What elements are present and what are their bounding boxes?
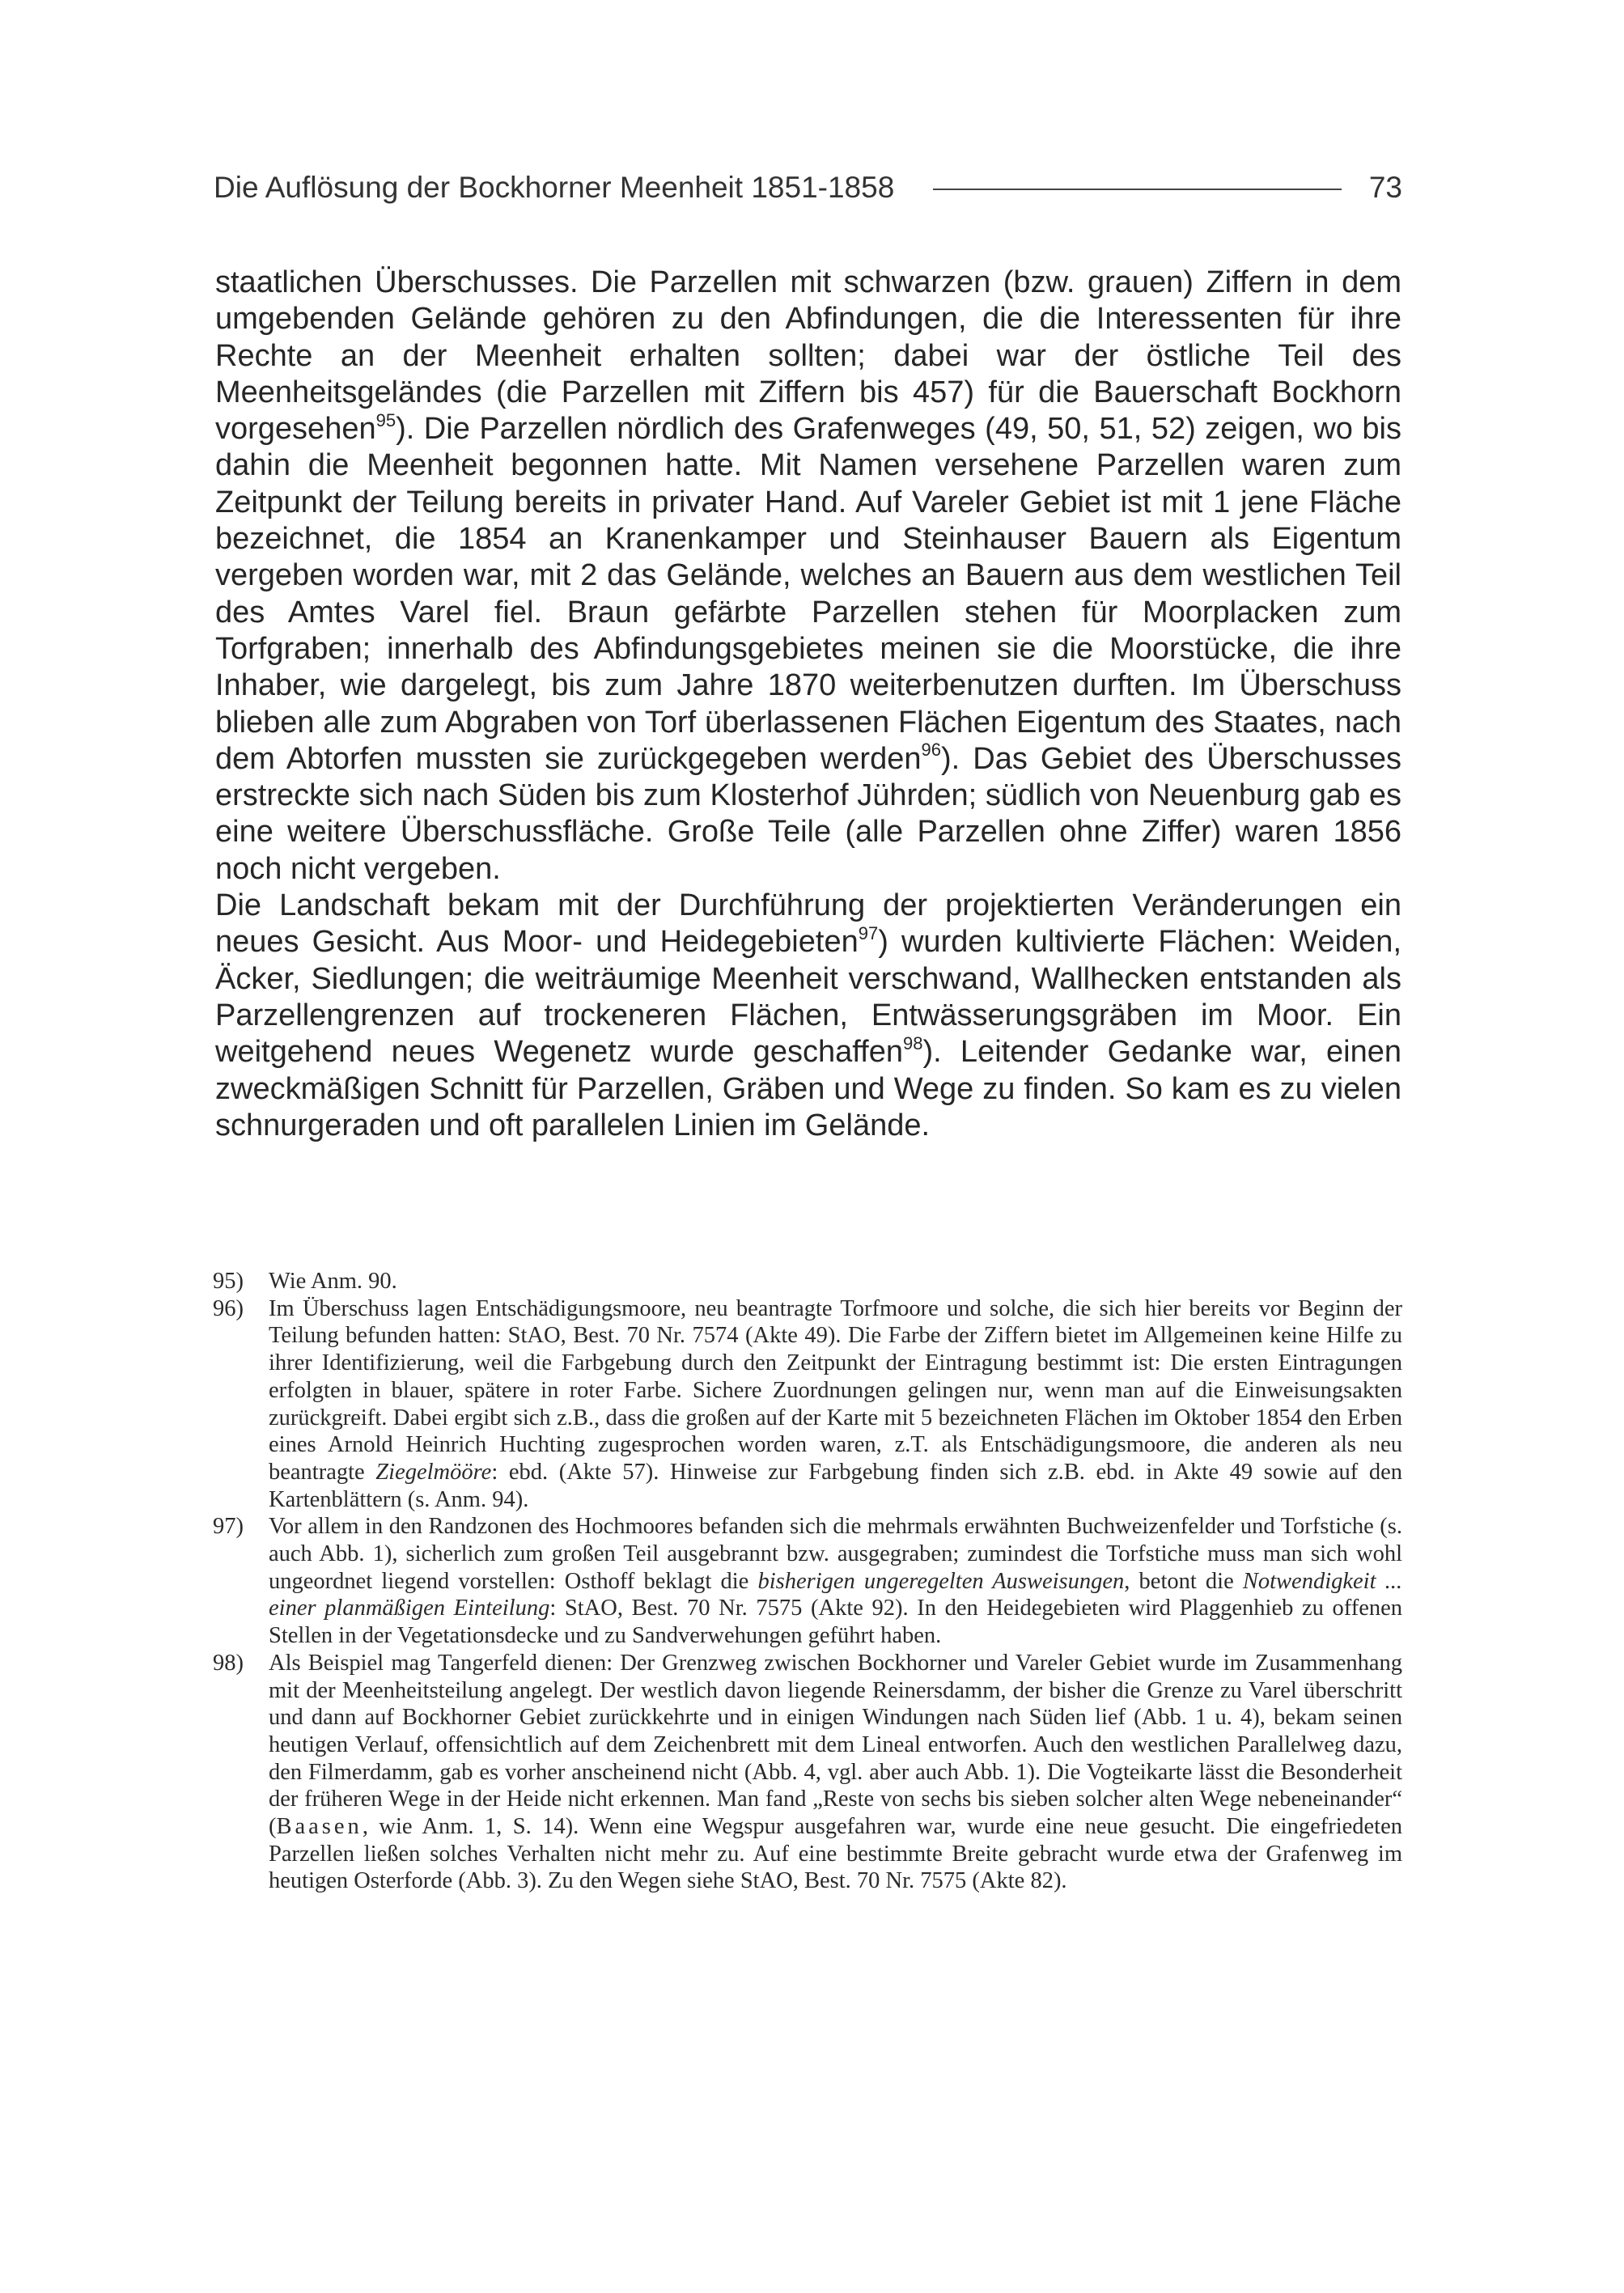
header-rule [933, 189, 1342, 190]
footnote-ref-98: 98 [903, 1032, 923, 1053]
footnote-number: 98) [213, 1650, 244, 1676]
footnote-italic: Notwendigkeit ... einer planmäßigen Einteilung [269, 1568, 1403, 1621]
paragraph-1-part-a: staatlichen Überschusses. Die Parzellen mit schwarzen (bzw. grauen) Ziffern in dem umgebenden Gelände gehören zu den Abfindungen, die die Interessenten für ihre Rechte an der Meenheit erhalten sollten; dabei war der östliche Teil des Meenheitsgeländes (die Parzellen mit Ziffern bis 457) für die Bauerschaft Bockhorn vorgesehen [215, 265, 1401, 447]
footnote-text-part: : ebd. (Akte 57). Hinweise zur Farbgebung finden sich z.B. ebd. in Akte 49 sowie auf den Kartenblättern (s. Anm. 94). [269, 1459, 1402, 1512]
paragraph-2-part-b: ) wurden kultivierte Flächen: Weiden, Äcker, Siedlungen; die weiträumige Meenheit verschwand, Wallhecken entstanden als Parzellengrenzen auf trockeneren Flächen, Entwässerungsgräben im Moor. Ein weitgehend neues Wegenetz wurde geschaffen [215, 925, 1401, 1070]
footnote-95 [213, 1268, 1402, 1295]
footnote-italic: bisherigen ungeregelten Ausweisungen [757, 1568, 1125, 1594]
footnote-text: Wie Anm. 90. [269, 1269, 397, 1294]
footnote-text-part: Als Beispiel mag Tangerfeld dienen: Der Grenzweg zwischen Bockhorner und Vareler Gebiet wurde im Zusammenhang mit der Meenheitsteilung angelegt. Der westlich davon liegende Reinersdamm, der bisher die Grenze zu Varel überschritt und dann auf Bockhorner Gebiet zurückkehrte und in einigen Windungen nach Süden lief (Abb. 1 u. 4), bekam seinen heutigen Verlauf, offensichtlich auf dem Zeichenbrett mit dem Lineal entworfen. Auch den westlichen Parallelweg dazu, den Filmerdamm, gab es vorher anscheinend nicht (Abb. 4, vgl. aber auch Abb. 1). Die Vogteikarte lässt die Besonderheit der früheren Wege in der Heide nicht erkennen. Man fand „Reste von sechs bis sieben solcher alten Wege nebeneinander“ ( [269, 1650, 1402, 1840]
paragraph-2-part-a: Die Landschaft bekam mit der Durchführung der projektierten Veränderungen ein neues Gesicht. Aus Moor- und Heidegebieten [215, 888, 1401, 960]
footnote-text [269, 1513, 1402, 1650]
footnote-96 [213, 1295, 1402, 1514]
footnote-ref-97: 97 [858, 922, 879, 943]
paragraph-1-part-c: ). Das Gebiet des Überschusses erstreckte sich nach Süden bis zum Klosterhof Jührden; südlich von Neuenburg gab es eine weitere Überschussfläche. Große Teile (alle Parzellen ohne Ziffer) waren 1856 noch nicht vergeben. [215, 741, 1402, 886]
footnote-ref-95: 95 [375, 409, 396, 430]
footnote-97 [213, 1513, 1402, 1650]
running-header [214, 165, 1402, 210]
author-name-spaced: Baasen [276, 1814, 363, 1840]
paragraph-2 [215, 888, 1401, 1144]
footnote-number: 97) [213, 1514, 244, 1540]
footnotes [213, 1268, 1402, 1895]
main-text [215, 265, 1401, 1144]
page-number: 73 [1368, 171, 1402, 204]
footnote-italic: Ziegelmööre [375, 1459, 492, 1485]
footnote-text-part: Vor allem in den Randzonen des Hochmoores befanden sich die mehrmals erwähnten Buchweizenfelder und Torfstiche (s. auch Abb. 1), sicherlich zum großen Teil ausgebrannt bzw. ausgegraben; zumindest die Torfstiche muss man sich wohl ungeordnet liegend vorstellen: Osthoff beklagt die [269, 1514, 1402, 1594]
paragraph-2-part-c: ). Leitender Gedanke war, einen zweckmäßigen Schnitt für Parzellen, Gräben und Wege zu finden. So kam es zu vielen schnurgeraden und oft parallelen Linien im Gelände. [215, 1035, 1401, 1142]
footnote-text-part: , betont die [1124, 1568, 1243, 1594]
footnote-text [269, 1650, 1402, 1895]
paragraph-1-part-b: ). Die Parzellen nördlich des Grafenweges (49, 50, 51, 52) zeigen, wo bis dahin die Meenheit begonnen hatte. Mit Namen versehene Parzellen waren zum Zeitpunkt der Teilung bereits in privater Hand. Auf Vareler Gebiet ist mit 1 jene Fläche bezeichnet, die 1854 an Kranenkamper und Steinhauser Bauern als Eigentum vergeben worden war, mit 2 das Gelände, welches an Bauern aus dem westlichen Teil des Amtes Varel fiel. Braun gefärbte Parzellen stehen für Moorplacken zum Torfgraben; innerhalb des Abfindungsgebietes meinen sie die Moorstücke, die ihre Inhaber, wie dargelegt, bis zum Jahre 1870 weiterbenutzen durften. Im Überschuss blieben alle zum Abgraben von Torf überlassenen Flächen Eigentum des Staates, nach dem Abtorfen mussten sie zurückgegeben werden [215, 412, 1401, 776]
footnote-number: 95) [213, 1269, 244, 1294]
footnote-text [269, 1295, 1402, 1514]
footnote-text-part: : StAO, Best. 70 Nr. 7575 (Akte 92). In den Heidegebieten wird Plaggenhieb zu offenen Stellen in der Vegetationsdecke und zu Sandverwehungen geführt haben. [269, 1596, 1402, 1649]
paragraph-1 [215, 265, 1401, 888]
running-title: Die Auflösung der Bockhorner Meenheit 1851-1858 [214, 171, 895, 204]
footnote-text-part: , wie Anm. 1, S. 14). Wenn eine Wegspur ausgefahren war, wurde eine neue gesucht. Die eingefriedeten Parzellen ließen solches Verhalten nicht mehr zu. Auf eine bestimmte Breite gebracht wurde etwa der Grafenweg im heutigen Osterforde (Abb. 3). Zu den Wegen siehe StAO, Best. 70 Nr. 7575 (Akte 82). [269, 1814, 1402, 1894]
footnote-98 [213, 1650, 1402, 1895]
footnote-ref-96: 96 [921, 740, 941, 761]
footnote-number: 96) [213, 1295, 244, 1321]
footnote-text-part: Im Überschuss lagen Entschädigungsmoore, neu beantragte Torfmoore und solche, die sich hier bereits vor Beginn der Teilung befunden hatten: StAO, Best. 70 Nr. 7574 (Akte 49). Die Farbe der Ziffern bietet im Allgemeinen keine Hilfe zu ihrer Identifizierung, weil die Farbgebung durch den Zeitpunkt der Eintragung bestimmt ist: Die ersten Eintragungen erfolgten in blauer, spätere in roter Farbe. Sichere Zuordnungen gelingen nur, wenn man auf die Einweisungsakten zurückgreift. Dabei ergibt sich z.B., dass die großen auf der Karte mit 5 bezeichneten Flächen im Oktober 1854 den Erben eines Arnold Heinrich Huchting zugesprochen worden waren, z.T. als Entschädigungsmoore, die anderen als neu beantragte [269, 1295, 1402, 1485]
